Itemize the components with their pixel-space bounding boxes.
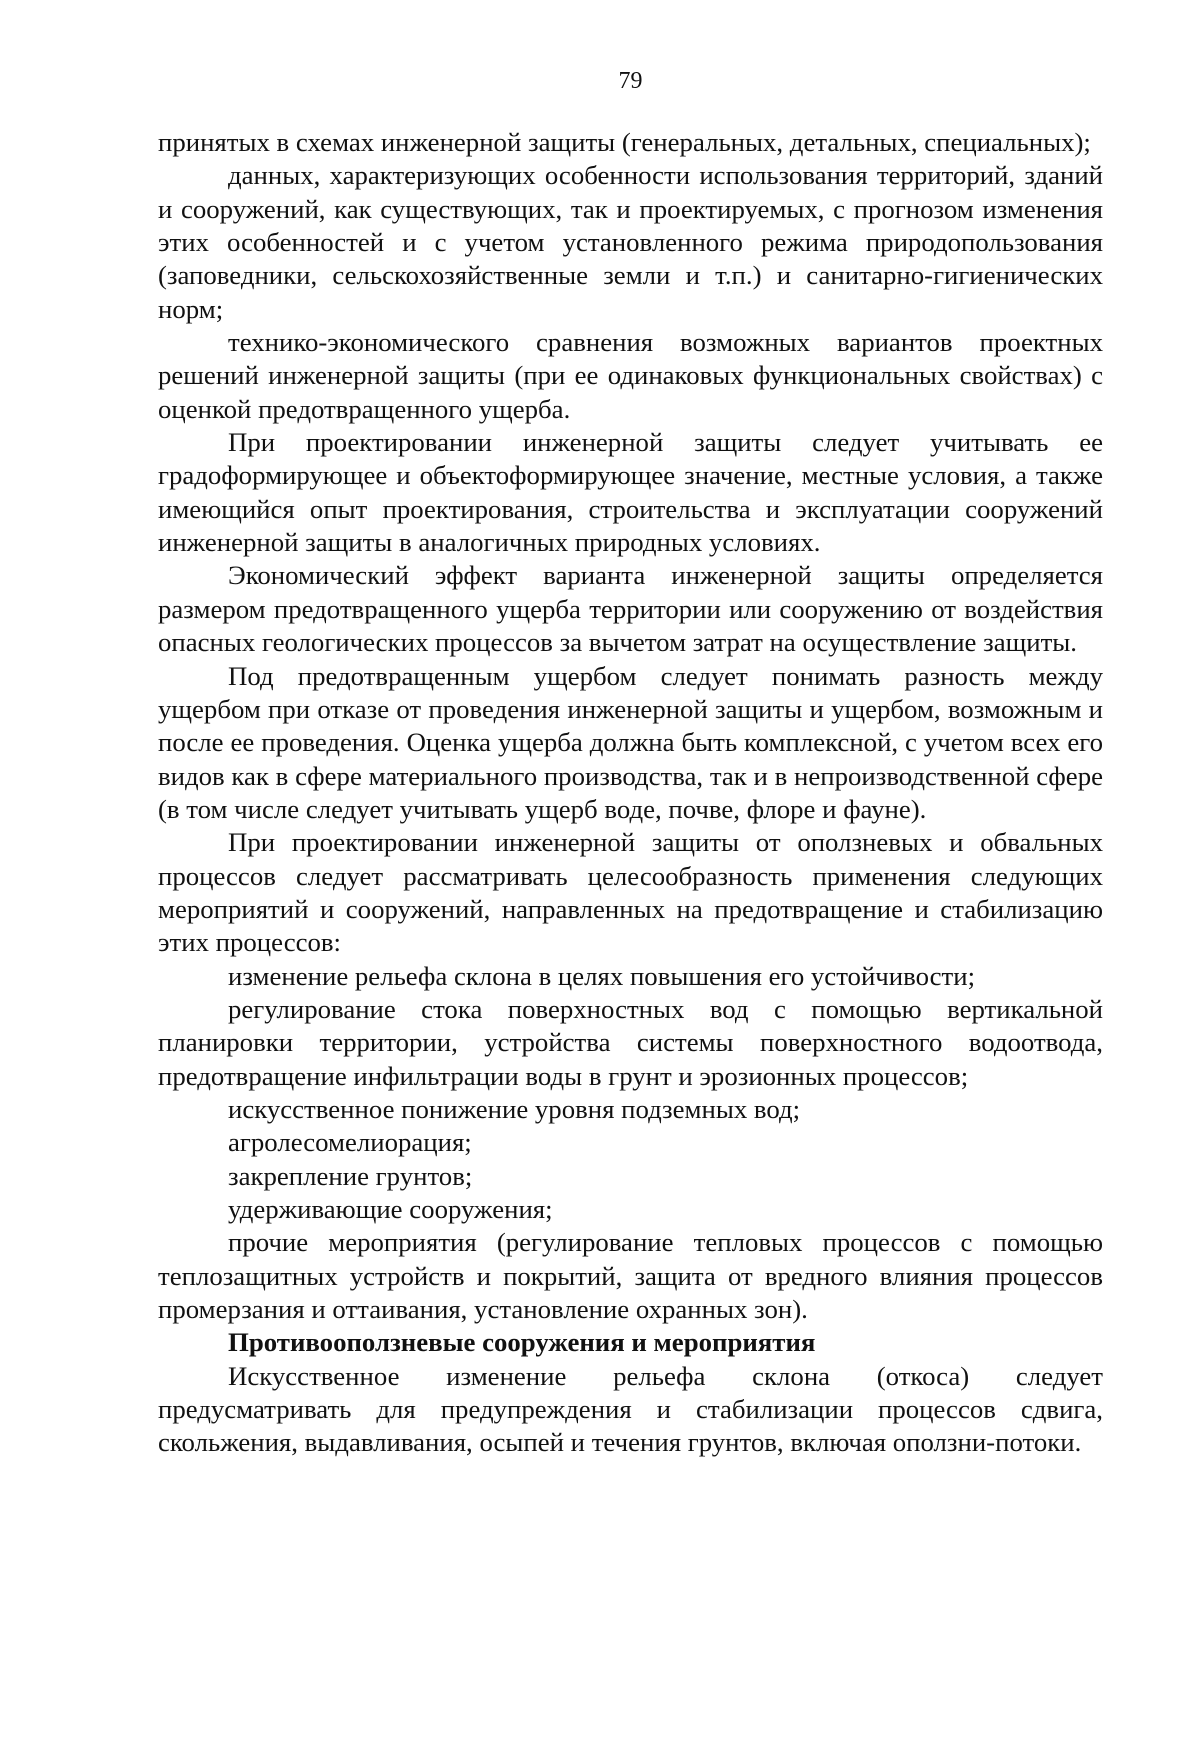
list-item-agroforestry: агролесомелиорация; (228, 1127, 472, 1158)
list-item-relief-change: изменение рельефа склона в целях повышения его устойчивости; (228, 960, 976, 991)
paragraph-landslide-measures-intro: При проектировании инженерной защиты от оползневых и обвальных процессов следует рассматривать целесообразность применения следующих мероприятий и сооружений, направленных на предотвращение и стабилизацию этих процессов: (158, 827, 1103, 958)
paragraph-economic-comparison: технико-экономического сравнения возможных вариантов проектных решений инженерной защиты (при ее одинаковых функциональных свойствах) с оценкой предотвращенного ущерба. (158, 327, 1103, 424)
paragraph-schemes: принятых в схемах инженерной защиты (генеральных, детальных, специальных); (158, 127, 1091, 157)
paragraph-prevented-damage: Под предотвращенным ущербом следует понимать разность между ущербом при отказе от проведения инженерной защиты и ущербом, возможным и после ее проведения. Оценка ущерба должна быть комплексной, с учетом всех его видов как в сфере материального производства, так и в непроизводственной сфере (в том числе следует учитывать ущерб воде, почве, флоре и фауне). (158, 660, 1103, 824)
list-item-retaining-structures: удерживающие сооружения; (228, 1194, 553, 1224)
page-number: 79 (618, 68, 643, 94)
paragraph-design-considerations: При проектировании инженерной защиты следует учитывать ее градоформирующее и объектоформирующее значение, местные условия, а также имеющийся опыт проектирования, строительства и эксплуатации сооружений инженерной защиты в аналогичных природных условиях. (158, 427, 1103, 558)
section-heading: Противооползневые сооружения и мероприятия (228, 1327, 816, 1358)
document-page (158, 64, 1103, 1704)
paragraph-territory-data: данных, характеризующих особенности использования территорий, зданий и сооружений, как существующих, так и проектируемых, с прогнозом изменения этих особенностей и с учетом установленного режима природопользования (заповедники, сельскохозяйственные земли и т.п.) и санитарно-гигиенических норм; (158, 160, 1103, 324)
list-item-other-measures: прочие мероприятия (регулирование тепловых процессов с помощью теплозащитных устройств и покрытий, защита от вредного влияния процессов промерзания и оттаивания, установление охранных зон). (158, 1227, 1103, 1325)
list-item-runoff-regulation: регулирование стока поверхностных вод с помощью вертикальной планировки территории, устройства системы поверхностного водоотвода, предотвращение инфильтрации воды в грунт и эрозионных процессов; (158, 993, 1103, 1091)
list-item-soil-fixing: закрепление грунтов; (228, 1160, 473, 1191)
paragraph-economic-effect: Экономический эффект варианта инженерной защиты определяется размером предотвращенного ущерба территории или сооружению от воздействия опасных геологических процессов за вычетом затрат на осуществление защиты. (158, 560, 1103, 658)
list-item-groundwater-lowering: искусственное понижение уровня подземных вод; (228, 1093, 801, 1124)
paragraph-artificial-relief-change: Искусственное изменение рельефа склона (откоса) следует предусматривать для предупреждения и стабилизации процессов сдвига, скольжения, выдавливания, осыпей и течения грунтов, включая оползни-потоки. (158, 1360, 1103, 1458)
